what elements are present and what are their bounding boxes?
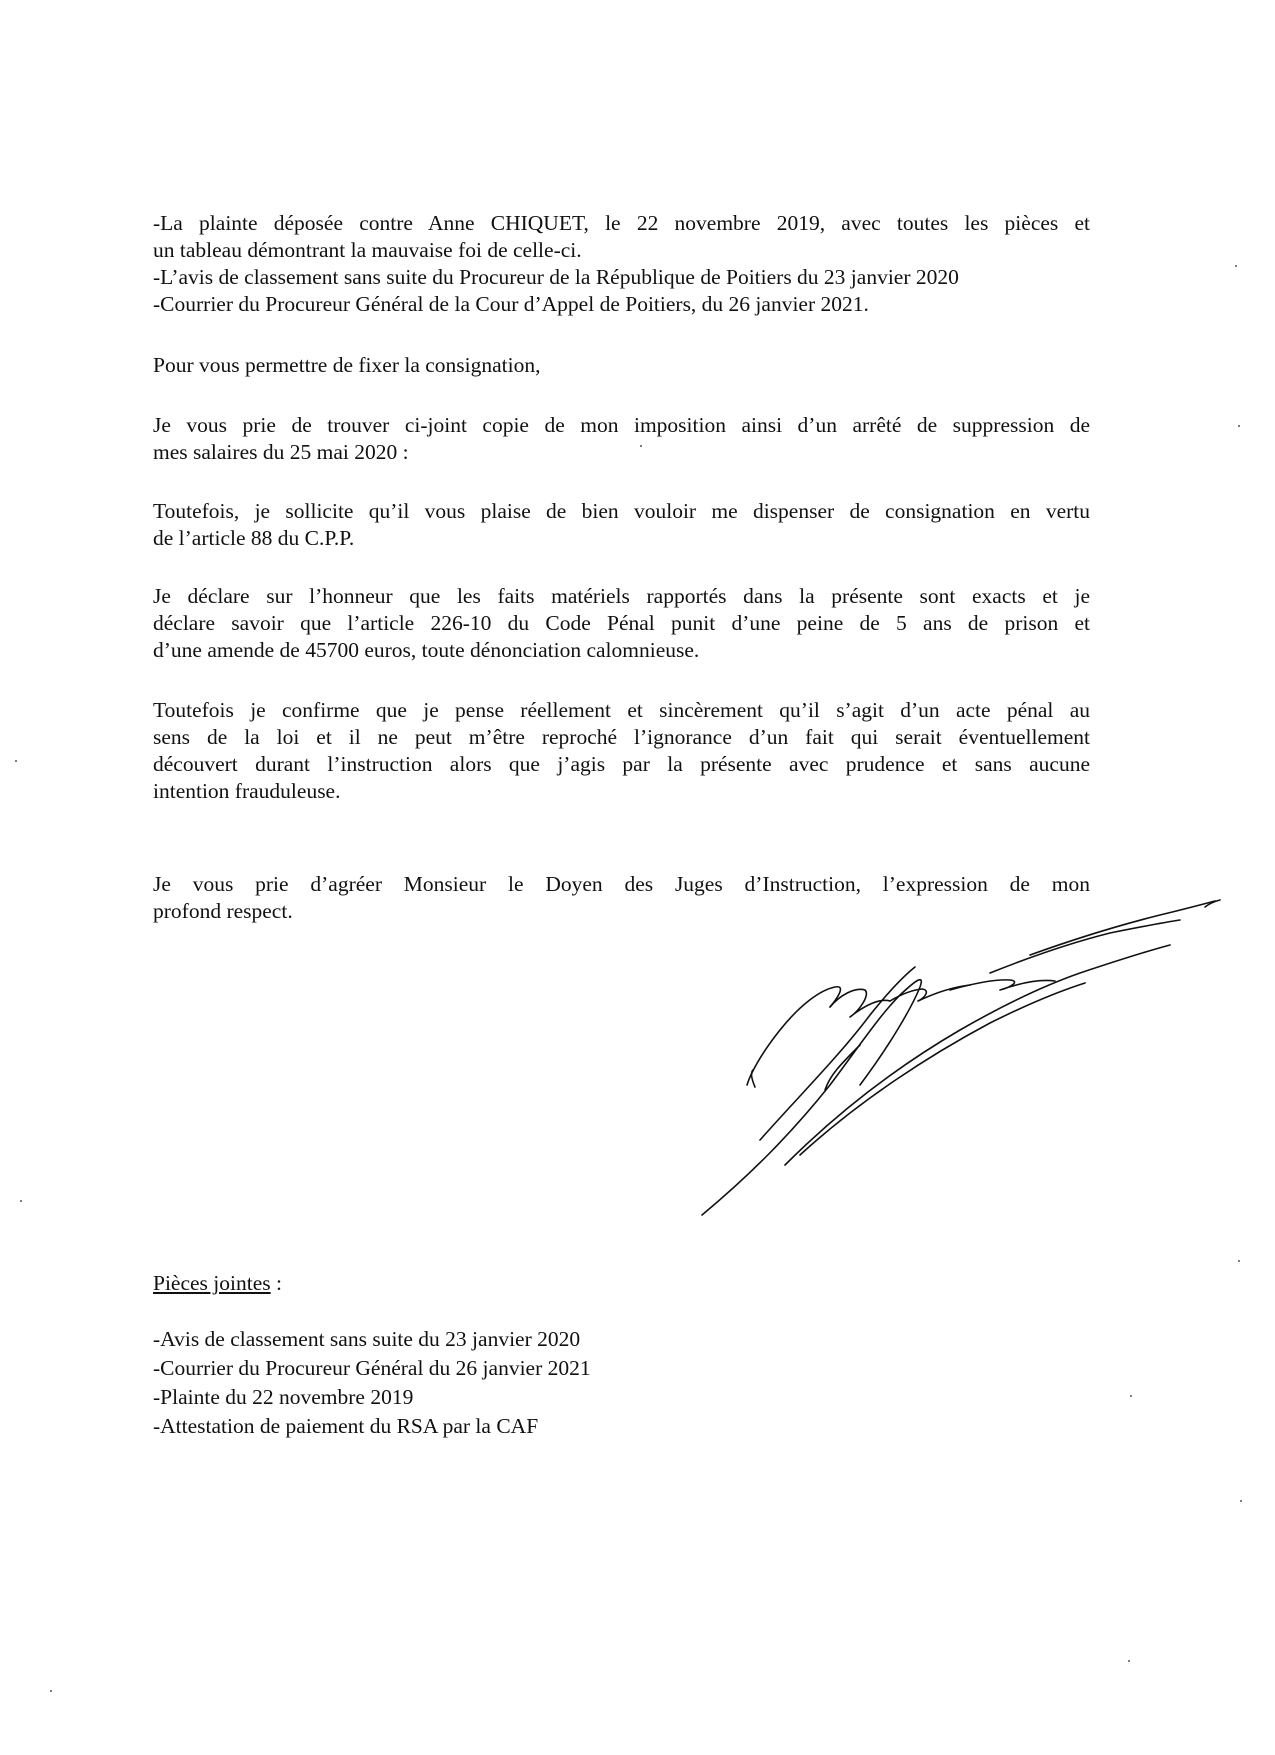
intro-item-1-line-1: -La plainte déposée contre Anne CHIQUET, le 22 novembre 2019, avec toutes les pièces et <box>153 211 1090 235</box>
paragraph-declaration-line-2: déclare savoir que l’article 226-10 du Code Pénal punit d’une peine de 5 ans de prison et <box>153 611 1090 635</box>
paragraph-confirmation-line-2: sens de la loi et il ne peut m’être reproché l’ignorance d’un fait qui serait éventuellement <box>153 725 1090 749</box>
paragraph-declaration-line-3: d’une amende de 45700 euros, toute dénonciation calomnieuse. <box>153 638 700 662</box>
attachments-list <box>153 1325 591 1441</box>
attachment-item: -Attestation de paiement du RSA par la CAF <box>153 1414 539 1438</box>
handwritten-signature <box>690 895 1250 1240</box>
scan-speck <box>20 1200 22 1202</box>
paragraph-consignation <box>153 352 1090 379</box>
intro-item-3: -Courrier du Procureur Général de la Cour d’Appel de Poitiers, du 26 janvier 2021. <box>153 292 869 316</box>
intro-documents <box>153 210 1090 318</box>
attachment-item: -Plainte du 22 novembre 2019 <box>153 1385 414 1409</box>
paragraph-imposition-line-1: Je vous prie de trouver ci-joint copie de mon imposition ainsi d’un arrêté de suppression de <box>153 413 1090 437</box>
attachments-title: Pièces jointes <box>153 1271 271 1295</box>
scan-speck <box>1240 1500 1242 1502</box>
intro-item-2: -L’avis de classement sans suite du Procureur de la République de Poitiers du 23 janvier 2020 <box>153 265 959 289</box>
paragraph-confirmation-line-4: intention frauduleuse. <box>153 779 341 803</box>
attachments-title-suffix: : <box>270 1271 282 1295</box>
paragraph-dispense <box>153 498 1090 552</box>
intro-item-1-line-2: un tableau démontrant la mauvaise foi de celle-ci. <box>153 238 582 262</box>
paragraph-closing-line-2: profond respect. <box>153 899 293 923</box>
paragraph-declaration <box>153 583 1090 664</box>
scan-speck <box>1238 425 1240 427</box>
paragraph-dispense-line-1: Toutefois, je sollicite qu’il vous plaise de bien vouloir me dispenser de consignation en vertu <box>153 499 1090 523</box>
paragraph-confirmation <box>153 697 1090 805</box>
paragraph-confirmation-line-1: Toutefois je confirme que je pense réellement et sincèrement qu’il s’agit d’un acte pénal au <box>153 698 1090 722</box>
paragraph-closing-line-1: Je vous prie d’agréer Monsieur le Doyen des Juges d’Instruction, l’expression de mon <box>153 872 1090 896</box>
attachment-item: -Avis de classement sans suite du 23 janvier 2020 <box>153 1327 581 1351</box>
scan-speck <box>1238 1260 1240 1262</box>
attachment-item: -Courrier du Procureur Général du 26 janvier 2021 <box>153 1356 591 1380</box>
paragraph-imposition <box>153 412 1090 466</box>
scan-speck <box>15 760 17 762</box>
paragraph-imposition-line-2: mes salaires du 25 mai 2020 : <box>153 440 409 464</box>
paragraph-consignation-text: Pour vous permettre de fixer la consignation, <box>153 353 541 377</box>
attachments-heading <box>153 1270 282 1297</box>
scan-speck <box>1235 265 1237 267</box>
scan-speck <box>50 1690 52 1692</box>
paragraph-dispense-line-2: de l’article 88 du C.P.P. <box>153 526 355 550</box>
scan-speck <box>640 445 642 447</box>
paragraph-confirmation-line-3: découvert durant l’instruction alors que j’agis par la présente avec prudence et sans aucune <box>153 752 1090 776</box>
scan-speck <box>1130 1395 1132 1397</box>
scan-speck <box>1128 1660 1130 1662</box>
paragraph-declaration-line-1: Je déclare sur l’honneur que les faits matériels rapportés dans la présente sont exacts et je <box>153 584 1090 608</box>
